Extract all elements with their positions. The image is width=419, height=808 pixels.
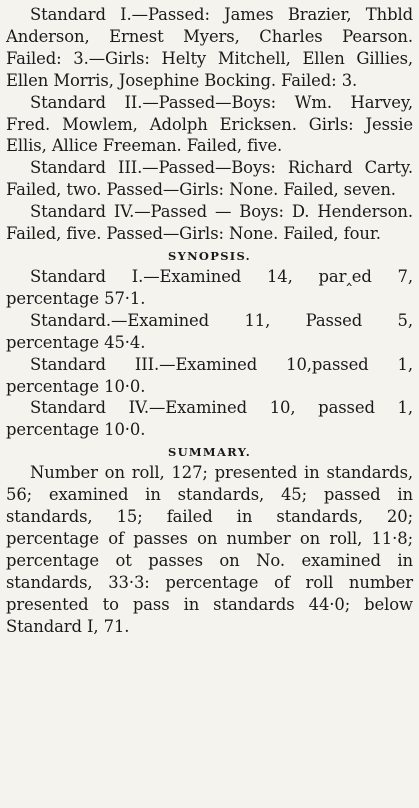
results-standard-2: Standard II.—Passed—Boys: Wm. Harvey, Fred. Mowlem, Adolph Ericksen. Girls: Jessie Ellis, Allice Freeman. Failed, five.	[6, 92, 413, 156]
summary-heading: SUMMARY.	[167, 445, 252, 460]
summary-paragraph: Number on roll, 127; presented in standards, 56; examined in standards, 45; passed in standards, 15; failed in standards, 20; percentage of passes on number on roll, 11·8; percentage ot passes on No. examined in standards, 33·3: percentage of roll number presented to pass in standards 44·0; below Standard I, 71.	[6, 463, 413, 636]
synopsis-standard-4: Standard IV.—Examined 10, passed 1, percentage 10·0.	[6, 398, 413, 440]
results-standard-4: Standard IV.—Passed — Boys: D. Henderson. Failed, five. Passed—Girls: None. Failed, four.	[6, 202, 413, 244]
synopsis-heading: SYNOPSIS.	[168, 248, 251, 263]
synopsis-standard-3: Standard III.—Examined 10,passed 1, percentage 10·0.	[6, 354, 413, 396]
results-standard-3: Standard III.—Passed—Boys: Richard Carty. Failed, two. Passed—Girls: None. Failed, seven.	[6, 158, 413, 200]
results-standard-1: Standard I.—Passed: James Brazier, Thbld Anderson, Ernest Myers, Charles Pearson. Failed: 3.—Girls: Helty Mitchell, Ellen Gillies, Ellen Morris, Josephine Bocking. Failed: 3.	[6, 5, 413, 90]
synopsis-standard-2: Standard.—Examined 11, Passed 5, percentage 45·4.	[6, 310, 413, 352]
synopsis-standard-1: Standard I.—Examined 14, par‸ed 7, percentage 57·1.	[6, 266, 413, 308]
